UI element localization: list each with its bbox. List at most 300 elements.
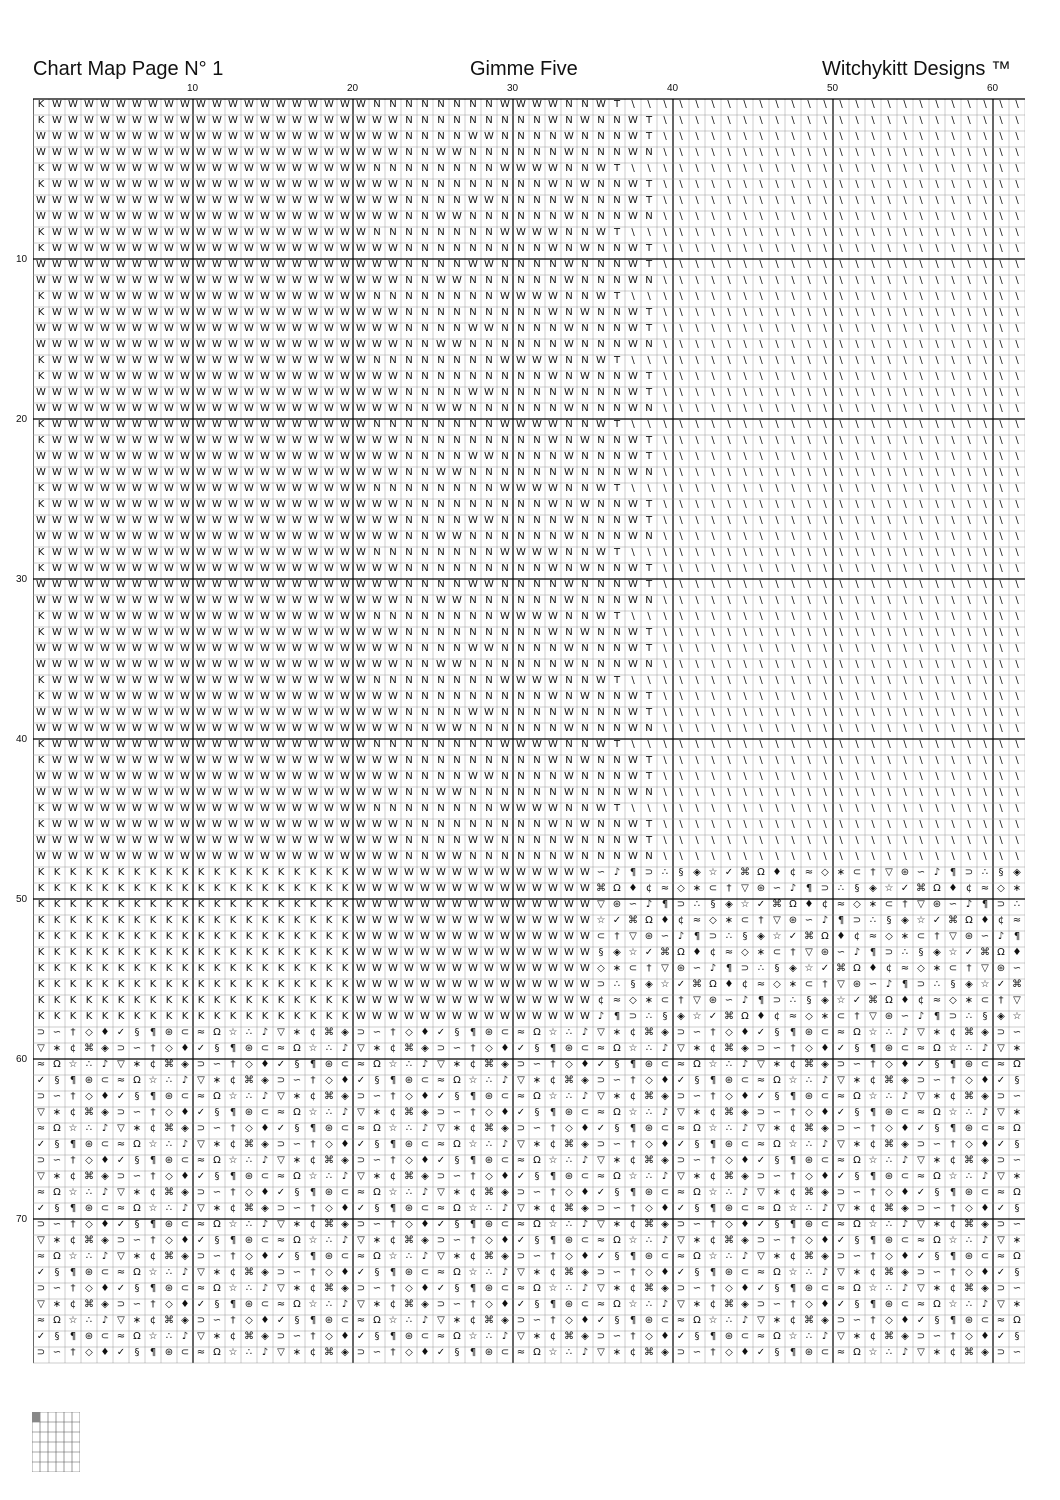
chart-cell: W bbox=[500, 867, 510, 878]
chart-cell: ☆ bbox=[308, 1043, 318, 1054]
row-number: 10 bbox=[16, 254, 28, 265]
chart-cell: ∽ bbox=[1012, 1219, 1022, 1230]
chart-cell: \ bbox=[759, 723, 763, 734]
chart-cell: N bbox=[485, 163, 493, 174]
chart-cell: \ bbox=[919, 467, 923, 478]
chart-cell: ∗ bbox=[532, 1139, 542, 1150]
chart-cell: \ bbox=[695, 723, 699, 734]
chart-cell: † bbox=[70, 1219, 76, 1230]
chart-cell: W bbox=[84, 243, 94, 254]
chart-cell: W bbox=[324, 339, 334, 350]
chart-cell: ¢ bbox=[869, 1267, 877, 1278]
chart-cell: W bbox=[196, 835, 206, 846]
chart-cell: N bbox=[453, 451, 461, 462]
chart-cell: \ bbox=[791, 451, 795, 462]
chart-cell: ▽ bbox=[117, 1187, 125, 1198]
chart-cell: K bbox=[133, 899, 141, 910]
chart-cell: \ bbox=[743, 739, 747, 750]
chart-cell: W bbox=[132, 323, 142, 334]
chart-cell: † bbox=[790, 1235, 796, 1246]
chart-cell: W bbox=[68, 595, 78, 606]
chart-cell: W bbox=[52, 339, 62, 350]
chart-cell: N bbox=[597, 435, 605, 446]
chart-cell: K bbox=[117, 867, 125, 878]
chart-cell: ▽ bbox=[117, 1251, 125, 1262]
chart-cell: ☆ bbox=[948, 1235, 958, 1246]
chart-cell: W bbox=[324, 435, 334, 446]
chart-cell: W bbox=[356, 147, 366, 158]
chart-cell: T bbox=[613, 355, 621, 366]
chart-cell: W bbox=[308, 835, 318, 846]
chart-cell: W bbox=[468, 515, 478, 526]
chart-cell: W bbox=[148, 771, 158, 782]
chart-cell: ∗ bbox=[932, 1091, 942, 1102]
chart-cell: \ bbox=[855, 131, 859, 142]
chart-cell: \ bbox=[823, 723, 827, 734]
chart-cell: W bbox=[468, 643, 478, 654]
chart-cell: W bbox=[52, 611, 62, 622]
chart-cell: N bbox=[645, 531, 653, 542]
chart-cell: † bbox=[950, 1075, 956, 1086]
chart-cell: \ bbox=[935, 723, 939, 734]
chart-cell: W bbox=[452, 867, 462, 878]
chart-cell: W bbox=[628, 659, 638, 670]
chart-cell: N bbox=[469, 467, 477, 478]
chart-cell: † bbox=[870, 1315, 876, 1326]
chart-cell: § bbox=[710, 899, 716, 910]
chart-cell: W bbox=[500, 291, 510, 302]
chart-cell: \ bbox=[951, 243, 955, 254]
chart-cell: W bbox=[196, 99, 206, 110]
chart-cell: W bbox=[148, 259, 158, 270]
chart-cell: ¶ bbox=[229, 1107, 237, 1118]
chart-cell: \ bbox=[711, 195, 715, 206]
chart-cell: K bbox=[181, 1011, 189, 1022]
chart-cell: \ bbox=[919, 739, 923, 750]
chart-cell: W bbox=[148, 179, 158, 190]
chart-cell: \ bbox=[759, 227, 763, 238]
chart-cell: ≈ bbox=[836, 1091, 846, 1102]
chart-cell: N bbox=[437, 115, 445, 126]
chart-cell: W bbox=[68, 691, 78, 702]
chart-cell: W bbox=[196, 451, 206, 462]
chart-cell: W bbox=[324, 483, 334, 494]
chart-cell: N bbox=[613, 467, 621, 478]
chart-cell: W bbox=[340, 435, 350, 446]
chart-cell: ¶ bbox=[725, 963, 733, 974]
chart-cell: \ bbox=[967, 467, 971, 478]
chart-cell: W bbox=[132, 467, 142, 478]
chart-cell: ¶ bbox=[981, 899, 989, 910]
chart-cell: \ bbox=[743, 451, 747, 462]
chart-cell: ∗ bbox=[452, 1059, 462, 1070]
chart-cell: T bbox=[613, 739, 621, 750]
chart-cell: W bbox=[180, 131, 190, 142]
chart-cell: N bbox=[437, 451, 445, 462]
chart-cell: § bbox=[918, 947, 924, 958]
chart-cell: \ bbox=[807, 643, 811, 654]
chart-cell: W bbox=[628, 531, 638, 542]
chart-cell: ⊛ bbox=[964, 931, 974, 942]
chart-cell: \ bbox=[903, 515, 907, 526]
chart-cell: \ bbox=[871, 451, 875, 462]
chart-cell: W bbox=[564, 947, 574, 958]
chart-cell: N bbox=[405, 211, 413, 222]
chart-cell: W bbox=[100, 403, 110, 414]
chart-cell: ◈ bbox=[501, 1251, 509, 1262]
chart-cell: W bbox=[548, 419, 558, 430]
chart-cell: W bbox=[308, 723, 318, 734]
chart-cell: W bbox=[340, 723, 350, 734]
chart-cell: ≈ bbox=[116, 1139, 126, 1150]
chart-cell: § bbox=[374, 1331, 380, 1342]
chart-cell: ≈ bbox=[276, 1171, 286, 1182]
chart-cell: W bbox=[356, 835, 366, 846]
chart-cell: W bbox=[452, 947, 462, 958]
chart-cell: \ bbox=[775, 179, 779, 190]
chart-cell: N bbox=[597, 659, 605, 670]
chart-cell: ◈ bbox=[101, 1107, 109, 1118]
chart-cell: † bbox=[710, 1091, 716, 1102]
chart-cell: ⊂ bbox=[500, 1155, 510, 1166]
chart-cell: \ bbox=[1015, 115, 1019, 126]
chart-cell: \ bbox=[999, 147, 1003, 158]
chart-cell: W bbox=[132, 611, 142, 622]
chart-cell: N bbox=[485, 787, 493, 798]
chart-cell: K bbox=[69, 963, 77, 974]
chart-cell: \ bbox=[983, 179, 987, 190]
chart-cell: N bbox=[533, 387, 541, 398]
chart-cell: \ bbox=[887, 659, 891, 670]
chart-cell: W bbox=[372, 931, 382, 942]
chart-cell: N bbox=[597, 211, 605, 222]
chart-cell: W bbox=[244, 675, 254, 686]
chart-cell: Ω bbox=[533, 1027, 541, 1038]
chart-cell: W bbox=[436, 867, 446, 878]
row-number: 40 bbox=[16, 734, 28, 745]
chart-cell: \ bbox=[663, 147, 667, 158]
chart-cell: W bbox=[260, 819, 270, 830]
chart-cell: W bbox=[388, 211, 398, 222]
chart-cell: W bbox=[500, 675, 510, 686]
chart-cell: N bbox=[581, 275, 589, 286]
chart-cell: ✓ bbox=[836, 1235, 846, 1246]
chart-cell: ∽ bbox=[212, 1187, 222, 1198]
chart-cell: W bbox=[308, 627, 318, 638]
chart-cell: ∽ bbox=[532, 1123, 542, 1134]
chart-cell: N bbox=[405, 499, 413, 510]
chart-cell: W bbox=[148, 627, 158, 638]
chart-cell: W bbox=[132, 147, 142, 158]
chart-cell: W bbox=[340, 851, 350, 862]
chart-cell: ♦ bbox=[580, 1187, 590, 1198]
chart-cell: ⊃ bbox=[516, 1251, 526, 1262]
chart-cell: ▽ bbox=[597, 899, 605, 910]
chart-cell: W bbox=[244, 371, 254, 382]
chart-cell: \ bbox=[759, 707, 763, 718]
chart-cell: ∗ bbox=[932, 963, 942, 974]
chart-cell: W bbox=[116, 531, 126, 542]
chart-cell: W bbox=[36, 515, 46, 526]
chart-cell: ⊛ bbox=[324, 1315, 334, 1326]
chart-cell: ∴ bbox=[405, 1059, 413, 1070]
chart-cell: \ bbox=[823, 259, 827, 270]
chart-cell: N bbox=[405, 579, 413, 590]
chart-cell: W bbox=[324, 387, 334, 398]
chart-cell: W bbox=[484, 387, 494, 398]
chart-cell: \ bbox=[695, 323, 699, 334]
chart-cell: W bbox=[100, 275, 110, 286]
chart-cell: \ bbox=[935, 739, 939, 750]
chart-cell: ✓ bbox=[116, 1027, 126, 1038]
chart-cell: N bbox=[613, 403, 621, 414]
chart-cell: N bbox=[597, 771, 605, 782]
chart-cell: W bbox=[164, 787, 174, 798]
chart-cell: W bbox=[68, 755, 78, 766]
chart-cell: ∽ bbox=[292, 1331, 302, 1342]
chart-cell: K bbox=[341, 947, 349, 958]
chart-cell: \ bbox=[919, 547, 923, 558]
chart-cell: N bbox=[453, 435, 461, 446]
chart-cell: \ bbox=[743, 499, 747, 510]
chart-cell: W bbox=[372, 1011, 382, 1022]
chart-cell: N bbox=[405, 259, 413, 270]
chart-cell: W bbox=[244, 403, 254, 414]
chart-cell: ⌘ bbox=[772, 899, 782, 910]
chart-cell: N bbox=[549, 211, 557, 222]
chart-cell: \ bbox=[983, 563, 987, 574]
chart-cell: K bbox=[277, 963, 285, 974]
chart-cell: N bbox=[453, 675, 461, 686]
chart-cell: W bbox=[356, 819, 366, 830]
chart-cell: ⊃ bbox=[436, 1235, 446, 1246]
chart-cell: N bbox=[517, 787, 525, 798]
chart-cell: \ bbox=[871, 691, 875, 702]
chart-cell: W bbox=[244, 707, 254, 718]
chart-cell: W bbox=[52, 579, 62, 590]
chart-cell: ¶ bbox=[389, 1075, 397, 1086]
chart-cell: \ bbox=[903, 99, 907, 110]
chart-cell: N bbox=[453, 563, 461, 574]
chart-cell: ⊂ bbox=[420, 1075, 430, 1086]
chart-cell: W bbox=[324, 563, 334, 574]
chart-cell: ⊃ bbox=[356, 1091, 366, 1102]
chart-cell: N bbox=[485, 691, 493, 702]
chart-cell: W bbox=[596, 803, 606, 814]
chart-cell: ▽ bbox=[517, 1267, 525, 1278]
chart-cell: ⊂ bbox=[340, 1315, 350, 1326]
chart-cell: \ bbox=[903, 723, 907, 734]
chart-cell: ♦ bbox=[100, 1283, 110, 1294]
chart-cell: W bbox=[340, 531, 350, 542]
chart-cell: † bbox=[150, 1299, 156, 1310]
chart-cell: W bbox=[132, 99, 142, 110]
chart-cell: N bbox=[469, 339, 477, 350]
chart-cell: \ bbox=[727, 179, 731, 190]
chart-cell: \ bbox=[695, 707, 699, 718]
chart-cell: ✓ bbox=[436, 1219, 446, 1230]
chart-cell: ⊂ bbox=[500, 1091, 510, 1102]
chart-cell: \ bbox=[999, 771, 1003, 782]
chart-cell: ∽ bbox=[612, 1139, 622, 1150]
chart-cell: ∗ bbox=[772, 1187, 782, 1198]
chart-cell: \ bbox=[967, 483, 971, 494]
chart-cell: W bbox=[340, 739, 350, 750]
chart-cell: ∗ bbox=[52, 1171, 62, 1182]
chart-cell: ◇ bbox=[885, 1187, 893, 1198]
chart-cell: Ω bbox=[933, 1299, 941, 1310]
chart-cell: § bbox=[630, 979, 636, 990]
chart-cell: ¢ bbox=[309, 1219, 317, 1230]
chart-cell: \ bbox=[935, 163, 939, 174]
chart-cell: W bbox=[164, 179, 174, 190]
chart-cell: N bbox=[613, 643, 621, 654]
chart-cell: ☆ bbox=[468, 1331, 478, 1342]
chart-cell: ¢ bbox=[869, 1331, 877, 1342]
chart-cell: N bbox=[405, 771, 413, 782]
chart-cell: \ bbox=[887, 387, 891, 398]
chart-cell: \ bbox=[807, 259, 811, 270]
chart-cell: † bbox=[822, 979, 828, 990]
chart-cell: ⊃ bbox=[996, 1155, 1006, 1166]
chart-cell: W bbox=[84, 131, 94, 142]
chart-cell: N bbox=[517, 835, 525, 846]
chart-cell: Ω bbox=[373, 1315, 381, 1326]
chart-cell: \ bbox=[775, 515, 779, 526]
chart-cell: W bbox=[436, 147, 446, 158]
chart-cell: N bbox=[405, 835, 413, 846]
chart-cell: \ bbox=[951, 755, 955, 766]
chart-cell: ⊃ bbox=[36, 1283, 46, 1294]
chart-cell: W bbox=[244, 531, 254, 542]
chart-cell: ◇ bbox=[565, 1315, 573, 1326]
chart-cell: W bbox=[420, 931, 430, 942]
chart-cell: \ bbox=[807, 803, 811, 814]
chart-cell: N bbox=[645, 403, 653, 414]
chart-cell: ✓ bbox=[996, 1203, 1006, 1214]
chart-cell: W bbox=[68, 163, 78, 174]
chart-cell: W bbox=[100, 771, 110, 782]
chart-cell: † bbox=[230, 1315, 236, 1326]
chart-cell: W bbox=[52, 787, 62, 798]
chart-cell: W bbox=[276, 387, 286, 398]
chart-cell: \ bbox=[887, 787, 891, 798]
chart-cell: \ bbox=[759, 115, 763, 126]
chart-cell: Ω bbox=[1013, 1315, 1021, 1326]
chart-cell: ⌘ bbox=[804, 1059, 814, 1070]
chart-cell: ◇ bbox=[85, 1155, 93, 1166]
chart-cell: ⊂ bbox=[260, 1043, 270, 1054]
chart-cell: \ bbox=[1015, 659, 1019, 670]
chart-cell: \ bbox=[775, 595, 779, 606]
chart-cell: W bbox=[340, 211, 350, 222]
chart-cell: \ bbox=[935, 787, 939, 798]
chart-cell: W bbox=[548, 915, 558, 926]
chart-cell: W bbox=[628, 851, 638, 862]
chart-cell: ☆ bbox=[708, 1059, 718, 1070]
chart-cell: W bbox=[196, 611, 206, 622]
chart-cell: W bbox=[276, 467, 286, 478]
chart-cell: ♪ bbox=[581, 1283, 589, 1294]
chart-cell: W bbox=[132, 435, 142, 446]
chart-cell: ◇ bbox=[165, 1171, 173, 1182]
chart-cell: W bbox=[324, 179, 334, 190]
chart-cell: W bbox=[260, 371, 270, 382]
chart-cell: N bbox=[389, 803, 397, 814]
chart-cell: ♪ bbox=[821, 1139, 829, 1150]
chart-cell: W bbox=[164, 195, 174, 206]
chart-cell: \ bbox=[983, 851, 987, 862]
chart-cell: W bbox=[180, 355, 190, 366]
chart-cell: ◈ bbox=[421, 1235, 429, 1246]
chart-cell: ⊂ bbox=[836, 1011, 846, 1022]
chart-cell: ♦ bbox=[804, 899, 814, 910]
chart-cell: N bbox=[469, 739, 477, 750]
chart-cell: W bbox=[180, 547, 190, 558]
chart-cell: ≈ bbox=[36, 1187, 46, 1198]
chart-cell: \ bbox=[823, 755, 827, 766]
chart-cell: W bbox=[532, 291, 542, 302]
chart-cell: Ω bbox=[1013, 1251, 1021, 1262]
chart-cell: W bbox=[228, 659, 238, 670]
chart-cell: \ bbox=[759, 451, 763, 462]
chart-cell: W bbox=[500, 899, 510, 910]
chart-cell: ☆ bbox=[228, 1347, 238, 1358]
chart-cell: § bbox=[374, 1075, 380, 1086]
chart-cell: \ bbox=[935, 147, 939, 158]
chart-cell: ⊃ bbox=[356, 1155, 366, 1166]
chart-cell: \ bbox=[935, 243, 939, 254]
chart-cell: \ bbox=[887, 403, 891, 414]
chart-cell: ⊃ bbox=[852, 915, 862, 926]
chart-cell: W bbox=[436, 211, 446, 222]
chart-cell: K bbox=[101, 899, 109, 910]
chart-cell: K bbox=[293, 995, 301, 1006]
chart-cell: ⊛ bbox=[84, 1267, 94, 1278]
chart-cell: W bbox=[324, 515, 334, 526]
chart-cell: W bbox=[228, 707, 238, 718]
chart-cell: † bbox=[230, 1251, 236, 1262]
chart-cell: \ bbox=[935, 547, 939, 558]
column-number: 30 bbox=[507, 83, 519, 94]
chart-cell: W bbox=[596, 547, 606, 558]
chart-cell: N bbox=[485, 563, 493, 574]
chart-cell: ∽ bbox=[692, 1283, 702, 1294]
chart-cell: W bbox=[164, 275, 174, 286]
chart-cell: ✓ bbox=[356, 1331, 366, 1342]
chart-cell: N bbox=[533, 499, 541, 510]
chart-cell: \ bbox=[887, 451, 891, 462]
chart-cell: \ bbox=[839, 531, 843, 542]
chart-cell: W bbox=[68, 563, 78, 574]
chart-cell: N bbox=[613, 323, 621, 334]
chart-cell: ¶ bbox=[309, 1123, 317, 1134]
chart-cell: K bbox=[277, 995, 285, 1006]
chart-cell: ◇ bbox=[725, 1027, 733, 1038]
chart-cell: ♪ bbox=[421, 1123, 429, 1134]
chart-cell: ◈ bbox=[901, 1075, 909, 1086]
chart-cell: K bbox=[229, 1011, 237, 1022]
chart-cell: ∴ bbox=[693, 899, 701, 910]
chart-cell: \ bbox=[711, 467, 715, 478]
chart-cell: K bbox=[325, 915, 333, 926]
chart-cell: N bbox=[501, 435, 509, 446]
chart-cell: ✓ bbox=[596, 1315, 606, 1326]
chart-cell: W bbox=[468, 579, 478, 590]
chart-cell: W bbox=[340, 323, 350, 334]
chart-cell: ◇ bbox=[485, 1235, 493, 1246]
chart-cell: W bbox=[372, 915, 382, 926]
